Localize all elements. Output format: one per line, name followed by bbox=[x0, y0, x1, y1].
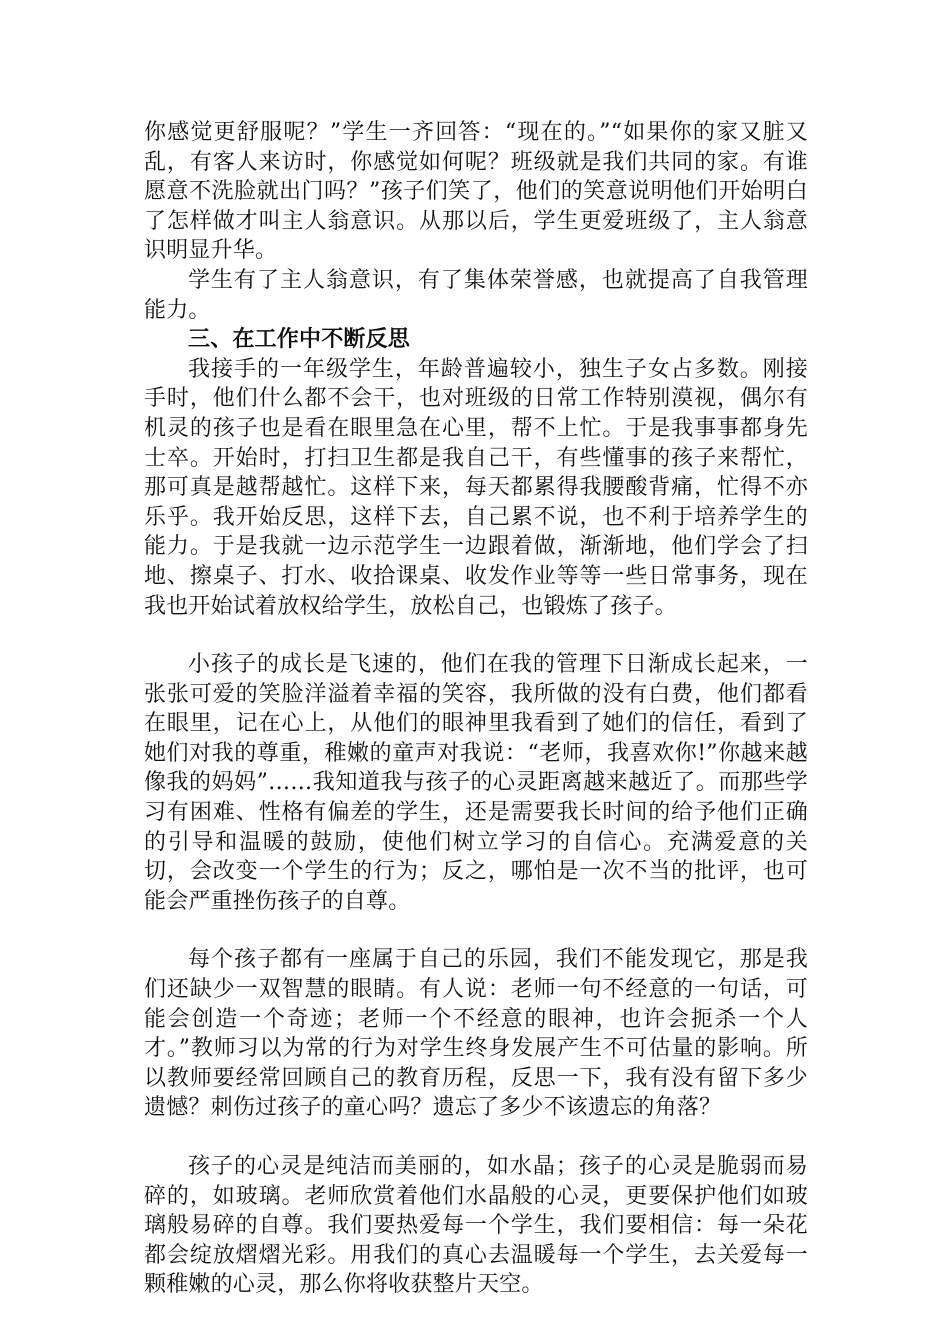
paragraph-children-growth: 小孩子的成长是飞速的，他们在我的管理下日渐成长起来，一张张可爱的笑脸洋溢着幸福的笑容，我所做的没有白费，他们都看在眼里，记在心上，从他们的眼神里我看到了她们的信任，看到了她们对我的尊重，稚嫩的童声对我说：“老师，我喜欢你!”你越来越像我的妈妈”……我知道我与孩子的心灵距离越来越近了。而那些学习有困难、性格有偏差的学生，还是需要我长时间的给予他们正确的引导和温暖的鼓励，使他们树立学习的自信心。充满爱意的关切，会改变一个学生的行为；反之，哪怕是一次不当的批评，也可能会严重挫伤孩子的自尊。 bbox=[144, 652, 808, 914]
paragraph-crystal-heart: 孩子的心灵是纯洁而美丽的，如水晶；孩子的心灵是脆弱而易碎的，如玻璃。老师欣赏着他们水晶般的心灵，更要保护他们如玻璃般易碎的自尊。我们要热爱每一个学生，我们要相信：每一朵花都会绽放熠熠光彩。用我们的真心去温暖每一个学生，去关爱每一颗稚嫩的心灵，那么你将收获整片天空。 bbox=[144, 1154, 808, 1298]
paragraph-first-grade: 我接手的一年级学生，年龄普遍较小，独生子女占多数。刚接手时，他们什么都不会干，也对班级的日常工作特别漠视，偶尔有机灵的孩子也是看在眼里急在心里，帮不上忙。于是我事事都身先士卒。开始时，打扫卫生都是我自己干，有些懂事的孩子来帮忙，那可真是越帮越忙。这样下来，每天都累得我腰酸背痛，忙得不亦乐乎。我开始反思，这样下去，自己累不说，也不利于培养学生的能力。于是我就一边示范学生一边跟着做，渐渐地，他们学会了扫地、擦桌子、打水、收拾课桌、收发作业等等一些日常事务，现在我也开始试着放权给学生，放松自己，也锻炼了孩子。 bbox=[144, 356, 808, 619]
document-page bbox=[144, 118, 808, 1300]
paragraph-continuation: 你感觉更舒服呢？”学生一齐回答：“现在的。”“如果你的家又脏又乱，有客人来访时，你感觉如何呢？班级就是我们共同的家。有谁愿意不洗脸就出门吗？”孩子们笑了，他们的笑意说明他们开始明白了怎样做才叫主人翁意识。从那以后，学生更爱班级了，主人翁意识明显升华。 bbox=[144, 120, 808, 264]
section-heading-reflection: 三、在工作中不断反思 bbox=[188, 326, 411, 353]
paragraph-paradise: 每个孩子都有一座属于自己的乐园，我们不能发现它，那是我们还缺少一双智慧的眼睛。有人说：老师一句不经意的一句话，可能会创造一个奇迹；老师一个不经意的眼神，也许会扼杀一个人才。”教师习以为常的行为对学生终身发展产生不可估量的影响。所以教师要经常回顾自己的教育历程，反思一下，我有没有留下多少遗憾？刺伤过孩子的童心吗？遗忘了多少不该遗忘的角落？ bbox=[144, 947, 808, 1121]
paragraph-self-management: 学生有了主人翁意识，有了集体荣誉感，也就提高了自我管理能力。 bbox=[144, 267, 808, 323]
